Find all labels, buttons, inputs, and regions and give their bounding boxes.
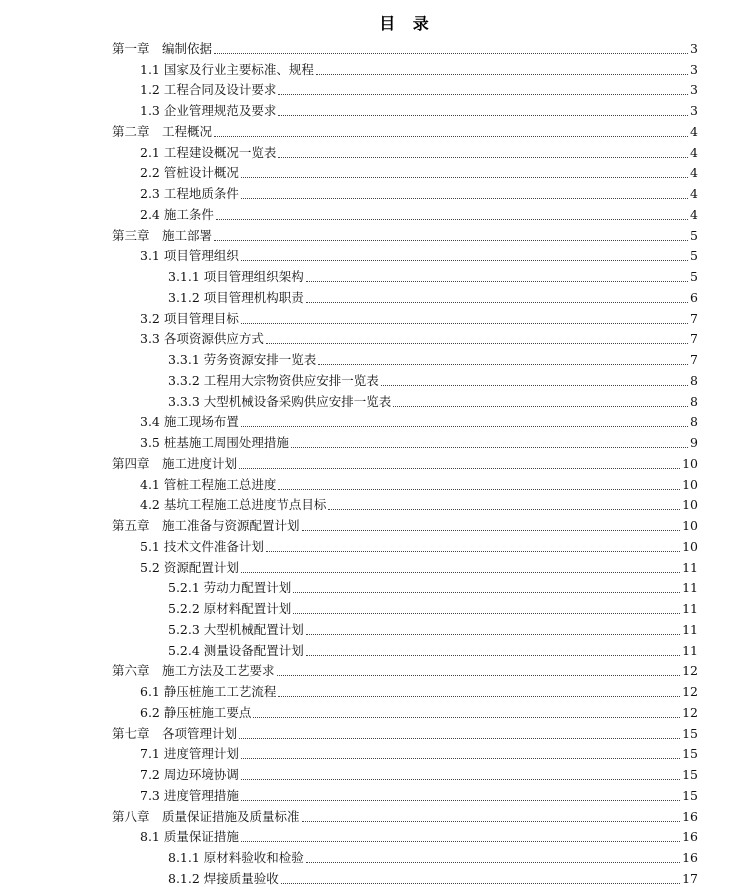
toc-entry[interactable] (112, 119, 698, 140)
toc-dot-leader (278, 115, 688, 116)
toc-entry-page-number: 11 (682, 580, 698, 596)
toc-entry[interactable] (112, 638, 698, 659)
toc-entry-page-number: 11 (682, 642, 698, 658)
toc-entry-page-number: 16 (682, 850, 698, 865)
toc-entry-page-number: 5 (690, 269, 698, 284)
toc-dot-leader (306, 281, 688, 282)
toc-entry-page-number: 15 (682, 787, 698, 803)
toc-entry-page-number: 4 (690, 165, 698, 181)
toc-entry[interactable] (112, 202, 698, 223)
toc-dot-leader (277, 675, 681, 676)
toc-dot-leader (266, 343, 688, 344)
toc-dot-leader (281, 883, 680, 884)
toc-dot-leader (214, 136, 688, 137)
toc-dot-leader (241, 177, 688, 178)
toc-entry-page-number: 16 (682, 808, 698, 824)
toc-entry-label: 7.1 进度管理计划 (140, 746, 239, 762)
toc-dot-leader (241, 260, 688, 261)
toc-entry-label: 5.2.3 大型机械配置计划 (168, 621, 304, 637)
toc-dot-leader (306, 634, 680, 635)
toc-dot-leader (278, 696, 680, 697)
toc-entry-page-number: 10 (682, 455, 698, 471)
toc-entry-page-number: 7 (690, 331, 698, 347)
toc-entry[interactable] (112, 389, 698, 410)
toc-entry-page-number: 9 (690, 435, 698, 450)
toc-dot-leader (216, 219, 688, 220)
toc-entry-page-number: 12 (682, 663, 698, 679)
toc-entry-label: 第四章 施工进度计划 (112, 455, 238, 471)
toc-entry-page-number: 12 (682, 684, 698, 699)
toc-entry-label: 2.3 工程地质条件 (140, 186, 239, 201)
toc-entry-page-number: 3 (690, 103, 698, 118)
toc-entry-page-number: 11 (682, 621, 698, 637)
toc-list (112, 36, 698, 887)
toc-entry-label: 第六章 施工方法及工艺要求 (112, 663, 275, 679)
toc-entry[interactable] (112, 762, 698, 783)
toc-entry-label: 3.3.3 大型机械设备采购供应安排一览表 (168, 393, 392, 409)
toc-dot-leader (302, 530, 681, 531)
toc-entry-page-number: 7 (690, 352, 698, 367)
toc-dot-leader (241, 323, 688, 324)
toc-entry-label: 第一章 编制依据 (112, 40, 213, 56)
toc-entry[interactable] (112, 264, 698, 285)
toc-entry-page-number: 10 (682, 538, 698, 554)
toc-entry[interactable] (112, 825, 698, 846)
toc-dot-leader (318, 364, 688, 365)
toc-entry-page-number: 15 (682, 725, 698, 741)
toc-entry-page-number: 3 (690, 40, 698, 56)
toc-entry-label: 7.3 进度管理措施 (140, 787, 239, 803)
toc-entry[interactable] (112, 845, 698, 866)
toc-entry-label: 4.1 管桩工程施工总进度 (140, 476, 277, 492)
toc-entry-label: 第三章 施工部署 (112, 227, 213, 243)
toc-entry-page-number: 15 (682, 767, 698, 782)
toc-entry-label: 5.2.2 原材料配置计划 (168, 601, 292, 616)
toc-dot-leader (214, 240, 688, 241)
toc-entry-label: 3.3 各项资源供应方式 (140, 331, 264, 347)
toc-title: 目 录 (379, 14, 435, 33)
toc-entry[interactable] (112, 451, 698, 472)
toc-entry[interactable] (112, 617, 698, 638)
toc-dot-leader (293, 592, 680, 593)
toc-entry[interactable] (112, 347, 698, 368)
toc-dot-leader (306, 302, 688, 303)
toc-entry[interactable] (112, 742, 698, 763)
toc-entry-page-number: 4 (690, 186, 698, 201)
toc-entry[interactable] (112, 410, 698, 431)
toc-entry[interactable] (112, 700, 698, 721)
toc-entry-page-number: 4 (690, 206, 698, 222)
toc-dot-leader (291, 447, 688, 448)
toc-entry-label: 3.5 桩基施工周围处理措施 (140, 435, 289, 450)
toc-entry-page-number: 5 (690, 248, 698, 264)
toc-entry[interactable] (112, 223, 698, 244)
toc-dot-leader (302, 821, 681, 822)
toc-entry-label: 第五章 施工准备与资源配置计划 (112, 518, 300, 533)
toc-entry-label: 3.2 项目管理目标 (140, 310, 239, 326)
toc-entry-label: 第七章 各项管理计划 (112, 725, 238, 741)
toc-entry[interactable] (112, 534, 698, 555)
toc-entry[interactable] (112, 368, 698, 389)
toc-entry-page-number: 16 (682, 829, 698, 845)
toc-dot-leader (266, 551, 680, 552)
toc-dot-leader (381, 385, 688, 386)
toc-entry-page-number: 8 (690, 414, 698, 430)
toc-entry[interactable] (112, 576, 698, 597)
toc-dot-leader (241, 758, 680, 759)
toc-entry-page-number: 17 (682, 870, 698, 886)
toc-entry[interactable] (112, 161, 698, 182)
toc-dot-leader (278, 94, 688, 95)
toc-entry-label: 2.2 管桩设计概况 (140, 165, 239, 181)
toc-entry-page-number: 10 (682, 497, 698, 513)
toc-entry-label: 1.2 工程合同及设计要求 (140, 82, 277, 98)
toc-entry-page-number: 4 (690, 123, 698, 139)
toc-dot-leader (241, 800, 680, 801)
toc-dot-leader (306, 655, 680, 656)
toc-dot-leader (293, 613, 680, 614)
toc-entry-page-number: 10 (682, 518, 698, 533)
toc-entry-label: 8.1.2 焊接质量验收 (168, 870, 279, 886)
toc-entry-label: 1.1 国家及行业主要标准、规程 (140, 61, 314, 77)
toc-entry[interactable] (112, 472, 698, 493)
toc-entry[interactable] (112, 783, 698, 804)
toc-entry[interactable] (112, 866, 698, 887)
toc-dot-leader (239, 738, 680, 739)
toc-dot-leader (278, 489, 680, 490)
toc-entry-label: 2.4 施工条件 (140, 206, 214, 222)
toc-dot-leader (241, 572, 680, 573)
toc-entry-label: 1.3 企业管理规范及要求 (140, 103, 277, 118)
toc-dot-leader (241, 841, 680, 842)
toc-entry[interactable] (112, 181, 698, 202)
toc-entry-page-number: 3 (690, 61, 698, 77)
toc-entry-label: 2.1 工程建设概况一览表 (140, 144, 277, 160)
toc-entry-label: 第八章 质量保证措施及质量标准 (112, 808, 300, 824)
toc-entry[interactable] (112, 306, 698, 327)
toc-entry-page-number: 15 (682, 746, 698, 762)
toc-dot-leader (241, 779, 680, 780)
toc-entry[interactable] (112, 659, 698, 680)
toc-entry-page-number: 11 (682, 559, 698, 575)
toc-entry-page-number: 5 (690, 227, 698, 243)
toc-entry-label: 3.1 项目管理组织 (140, 248, 239, 264)
toc-entry-page-number: 8 (690, 393, 698, 409)
toc-entry-page-number: 12 (682, 704, 698, 720)
toc-entry-label: 5.2.1 劳动力配置计划 (168, 580, 292, 596)
toc-entry-page-number: 11 (682, 601, 698, 616)
toc-entry-label: 5.1 技术文件准备计划 (140, 538, 264, 554)
toc-entry-label: 3.1.2 项目管理机构职责 (168, 289, 304, 305)
toc-entry-label: 3.3.1 劳务资源安排一览表 (168, 352, 317, 367)
toc-dot-leader (316, 74, 688, 75)
toc-entry[interactable] (112, 244, 698, 265)
toc-entry[interactable] (112, 596, 698, 617)
toc-entry[interactable] (112, 327, 698, 348)
toc-dot-leader (253, 717, 680, 718)
toc-dot-leader (239, 468, 680, 469)
toc-entry[interactable] (112, 140, 698, 161)
toc-entry-label: 第二章 工程概况 (112, 123, 213, 139)
toc-entry[interactable] (112, 721, 698, 742)
toc-entry-label: 3.3.2 工程用大宗物资供应安排一览表 (168, 372, 379, 388)
toc-entry[interactable] (112, 430, 698, 451)
toc-entry[interactable] (112, 98, 698, 119)
toc-entry-label: 6.1 静压桩施工工艺流程 (140, 684, 277, 699)
toc-entry-page-number: 8 (690, 372, 698, 388)
toc-dot-leader (306, 862, 680, 863)
toc-entry-label: 3.4 施工现场布置 (140, 414, 239, 430)
toc-entry-label: 3.1.1 项目管理组织架构 (168, 269, 304, 284)
toc-dot-leader (278, 157, 688, 158)
toc-entry-label: 5.2 资源配置计划 (140, 559, 239, 575)
toc-dot-leader (214, 53, 688, 54)
toc-entry-page-number: 10 (682, 476, 698, 492)
toc-entry[interactable] (112, 679, 698, 700)
toc-entry-page-number: 7 (690, 310, 698, 326)
toc-entry-page-number: 3 (690, 82, 698, 98)
toc-entry-label: 6.2 静压桩施工要点 (140, 704, 252, 720)
toc-entry-label: 8.1 质量保证措施 (140, 829, 239, 845)
toc-entry-label: 5.2.4 测量设备配置计划 (168, 642, 304, 658)
toc-entry-label: 8.1.1 原材料验收和检验 (168, 850, 304, 865)
toc-dot-leader (241, 198, 688, 199)
toc-entry-label: 7.2 周边环境协调 (140, 767, 239, 782)
toc-entry[interactable] (112, 285, 698, 306)
toc-entry-label: 4.2 基坑工程施工总进度节点目标 (140, 497, 327, 513)
toc-entry[interactable] (112, 513, 698, 534)
toc-dot-leader (393, 406, 688, 407)
toc-entry-page-number: 6 (690, 289, 698, 305)
toc-entry[interactable] (112, 804, 698, 825)
toc-entry[interactable] (112, 78, 698, 99)
toc-dot-leader (328, 509, 680, 510)
toc-entry[interactable] (112, 493, 698, 514)
toc-dot-leader (241, 426, 688, 427)
toc-entry[interactable] (112, 555, 698, 576)
toc-entry[interactable] (112, 36, 698, 57)
toc-entry-page-number: 4 (690, 144, 698, 160)
toc-entry[interactable] (112, 57, 698, 78)
